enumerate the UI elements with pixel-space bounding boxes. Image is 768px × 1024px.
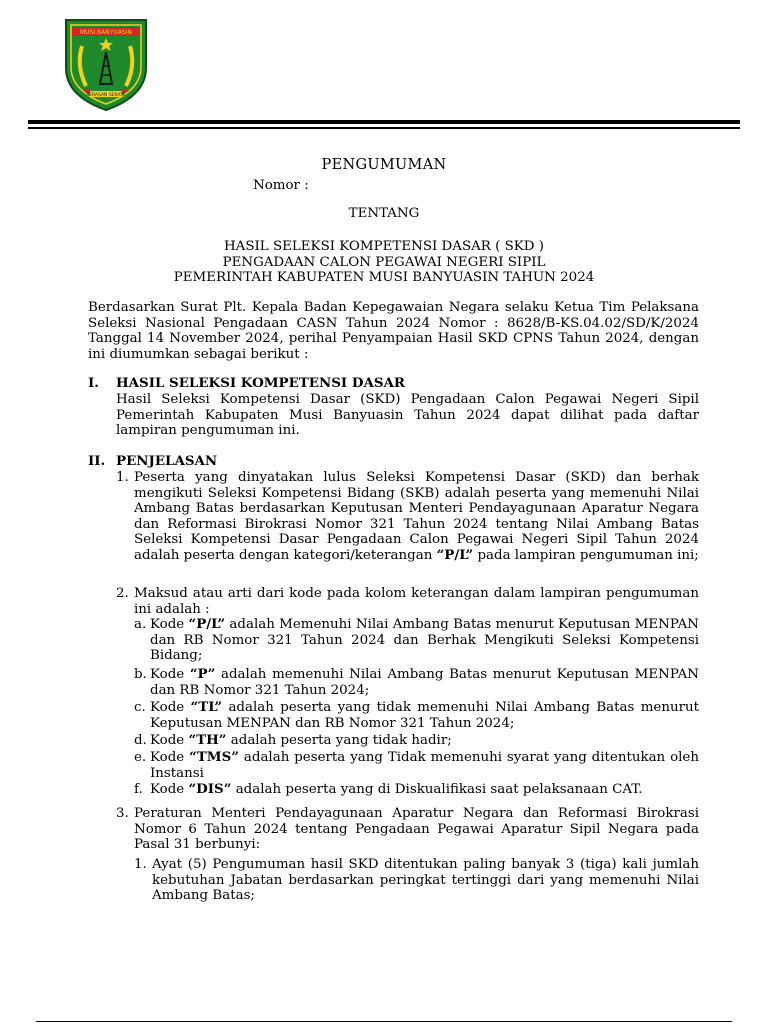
subitem-text: adalah peserta yang tidak memenuhi Nilai Ambang Batas menurut Keputusan MENPAN dan RB Nomor 321 Tahun 2024;: [150, 700, 699, 731]
subitem-prefix: Kode: [150, 782, 185, 797]
item-text: pada lampiran pengumuman ini;: [477, 547, 699, 563]
code-label: “TL”: [190, 699, 223, 715]
list-item: [134, 470, 699, 564]
subitem-text: adalah Memenuhi Nilai Ambang Batas menurut Keputusan MENPAN dan RB Nomor 321 Tahun 2024 dan Berhak Mengikuti Seleksi Kompetensi Bidang;: [150, 617, 699, 664]
logo-text-bottom: SERASAN SEKATE: [86, 93, 126, 98]
subitem-prefix: Kode: [150, 617, 185, 632]
shield-emblem-icon: [60, 16, 152, 112]
section-2-number: II.: [88, 453, 106, 469]
subitem-text: adalah peserta yang Tidak memenuhi syarat yang ditentukan oleh Instansi: [150, 750, 699, 781]
subitem-prefix: Kode: [150, 750, 185, 765]
list-item: Peraturan Menteri Pendayagunaan Aparatur Negara dan Reformasi Birokrasi Nomor 6 Tahun 2024 tentang Pengadaan Pegawai Aparatur Sipil Negara pada Pasal 31 berbunyi:: [134, 806, 699, 853]
list-item: [150, 782, 699, 798]
subtitle: [0, 239, 768, 286]
section-1-heading: HASIL SELEKSI KOMPETENSI DASAR: [116, 375, 406, 391]
subitem-letter: f.: [134, 782, 143, 797]
subitem-text: adalah peserta yang tidak hadir;: [230, 733, 452, 748]
code-label: “P”: [189, 666, 216, 682]
logo-text-top: MUSI BANYUASIN: [80, 29, 132, 36]
section-1-number: I.: [88, 375, 99, 391]
list-item: Maksud atau arti dari kode pada kolom keterangan dalam lampiran pengumuman ini adalah :: [134, 586, 699, 617]
header-rule-thin: [28, 127, 740, 129]
subitem-letter: b.: [134, 667, 147, 682]
subitem-letter: e.: [134, 750, 147, 765]
subitem-prefix: Kode: [150, 667, 185, 682]
list-item: [150, 617, 699, 664]
code-label: “TMS”: [189, 749, 239, 765]
code-label: “P/L”: [188, 616, 226, 632]
intro-paragraph: Berdasarkan Surat Plt. Kepala Badan Kepegawaian Negara selaku Ketua Tim Pelaksana Seleksi Nasional Pengadaan CASN Tahun 2024 Nomor : 8628/B-KS.04.02/SD/K/2024 Tanggal 14 November 2024, perihal Penyampaian Hasil SKD CPNS Tahun 2024, dengan ini diumumkan sebagai berikut :: [88, 300, 699, 362]
code-label: “TH”: [188, 732, 227, 748]
list-item: [150, 700, 699, 731]
tentang-label: TENTANG: [348, 206, 420, 221]
kabupaten-logo: [60, 16, 152, 112]
header-rule-thick: [28, 120, 740, 124]
subitem-number: 1.: [134, 857, 147, 872]
list-item: Ayat (5) Pengumuman hasil SKD ditentukan paling banyak 3 (tiga) kali jumlah kebutuhan Jabatan berdasarkan peringkat tertinggi dari yang memenuhi Nilai Ambang Batas;: [152, 857, 699, 904]
list-item: [150, 750, 699, 781]
subitem-prefix: Kode: [150, 733, 185, 748]
code-label: “P/L”: [436, 546, 474, 563]
footer-rule: [36, 1021, 732, 1022]
subitem-text: adalah peserta yang di Diskualifikasi saat pelaksanaan CAT.: [235, 782, 643, 797]
item-number: 1.: [116, 470, 129, 485]
section-2-heading: PENJELASAN: [116, 453, 218, 469]
subitem-text: adalah memenuhi Nilai Ambang Batas menurut Keputusan MENPAN dan RB Nomor 321 Tahun 2024;: [150, 667, 699, 698]
nomor-label: Nomor :: [253, 178, 309, 193]
section-1-body: Hasil Seleksi Kompetensi Dasar (SKD) Pengadaan Calon Pegawai Negeri Sipil Pemerintah Kabupaten Musi Banyuasin Tahun 2024 dapat dilihat pada daftar lampiran pengumuman ini.: [116, 392, 699, 439]
item-text: Peserta yang dinyatakan lulus Seleksi Kompetensi Dasar (SKD) dan berhak mengikuti Seleksi Kompetensi Bidang (SKB) adalah peserta yang memenuhi Nilai Ambang Batas berdasarkan Keputusan Menteri Pendayagunaan Aparatur Negara dan Reformasi Birokrasi Nomor 321 Tahun 2024 tentang Nilai Ambang Batas Seleksi Kompetensi Dasar Pengadaan Calon Pegawai Negeri Sipil Tahun 2024 adalah peserta dengan kategori/keterangan: [134, 470, 699, 563]
subitem-letter: c.: [134, 700, 146, 715]
subtitle-line: PEMERINTAH KABUPATEN MUSI BANYUASIN TAHUN 2024: [173, 270, 595, 286]
subtitle-line: HASIL SELEKSI KOMPETENSI DASAR ( SKD ): [223, 239, 545, 254]
subitem-letter: d.: [134, 733, 147, 748]
subitem-letter: a.: [134, 617, 147, 632]
item-number: 2.: [116, 586, 129, 601]
subtitle-line: PENGADAAN CALON PEGAWAI NEGERI SIPIL: [222, 254, 546, 270]
code-label: “DIS”: [188, 781, 232, 797]
list-item: [150, 733, 699, 749]
page-title: PENGUMUMAN: [321, 157, 447, 173]
item-number: 3.: [116, 806, 129, 821]
subitem-prefix: Kode: [150, 700, 185, 715]
list-item: [150, 667, 699, 698]
